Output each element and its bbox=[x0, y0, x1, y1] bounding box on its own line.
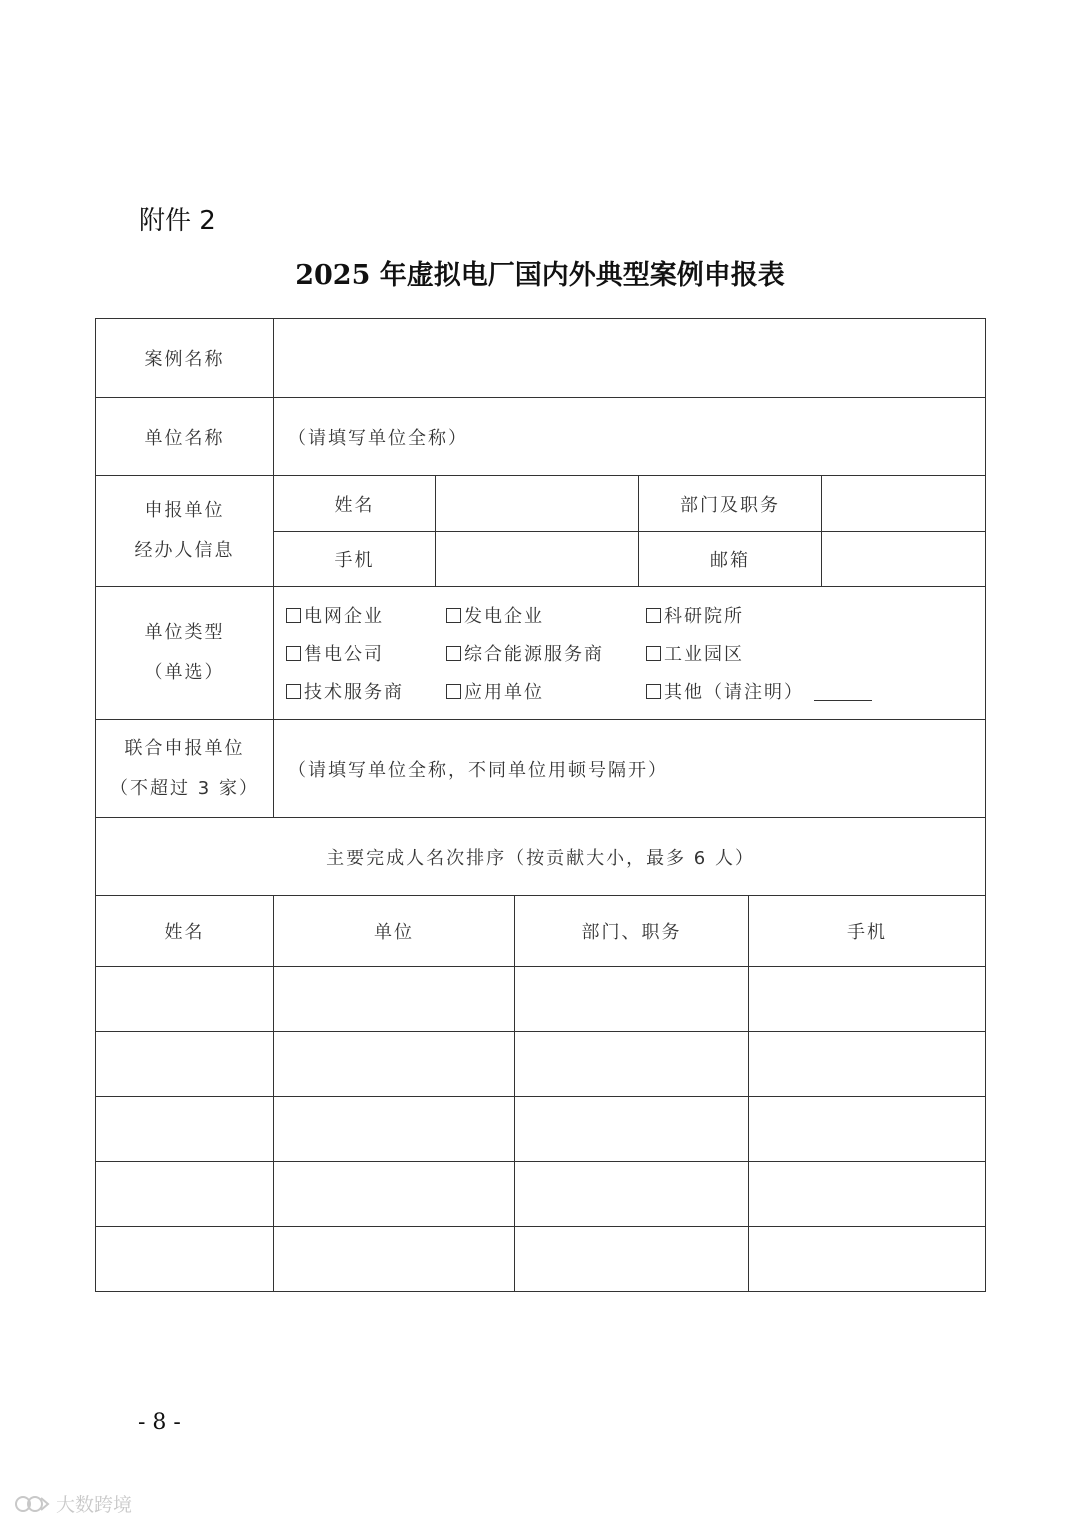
checkbox-icon bbox=[446, 608, 461, 623]
contact-label-line2: 经办人信息 bbox=[134, 540, 235, 561]
option-grid-company[interactable] bbox=[286, 602, 446, 628]
option-label: 科研院所 bbox=[664, 606, 744, 627]
attachment-label: 附件 2 bbox=[139, 206, 216, 236]
member-phone-cell[interactable] bbox=[749, 1162, 986, 1227]
checkbox-icon bbox=[646, 684, 661, 699]
members-header-dept: 部门、职务 bbox=[515, 896, 749, 967]
unit-name-field[interactable] bbox=[274, 398, 986, 476]
watermark-text: 大数跨境 bbox=[56, 1494, 133, 1516]
joint-placeholder: （请填写单位全称，不同单位用顿号隔开） bbox=[288, 759, 668, 781]
member-dept-cell[interactable] bbox=[515, 1097, 749, 1162]
option-tech-service[interactable] bbox=[286, 678, 446, 704]
member-phone-cell[interactable] bbox=[749, 1227, 986, 1292]
member-name-cell[interactable] bbox=[96, 967, 274, 1032]
contact-phone-label: 手机 bbox=[274, 532, 436, 587]
option-label: 其他（请注明） bbox=[664, 682, 804, 703]
table-row bbox=[96, 1097, 986, 1162]
member-unit-cell[interactable] bbox=[274, 1227, 515, 1292]
case-name-field[interactable] bbox=[274, 319, 986, 398]
option-power-generation[interactable] bbox=[446, 602, 646, 628]
unit-type-label bbox=[96, 587, 274, 720]
option-label: 发电企业 bbox=[464, 606, 544, 627]
contact-label bbox=[96, 476, 274, 587]
member-unit-cell[interactable] bbox=[274, 1032, 515, 1097]
contact-name-label: 姓名 bbox=[274, 476, 436, 532]
member-name-cell[interactable] bbox=[96, 1097, 274, 1162]
contact-name-field[interactable] bbox=[436, 476, 639, 532]
checkbox-icon bbox=[286, 646, 301, 661]
member-dept-cell[interactable] bbox=[515, 1227, 749, 1292]
member-phone-cell[interactable] bbox=[749, 1032, 986, 1097]
option-label: 技术服务商 bbox=[304, 682, 404, 703]
unit-type-label-line2: （单选） bbox=[144, 662, 225, 683]
table-row bbox=[96, 967, 986, 1032]
option-electricity-retailer[interactable] bbox=[286, 640, 446, 666]
contact-email-field[interactable] bbox=[822, 532, 986, 587]
unit-name-label: 单位名称 bbox=[96, 398, 274, 476]
contact-dept-label: 部门及职务 bbox=[639, 476, 822, 532]
joint-label-line1: 联合申报单位 bbox=[124, 737, 245, 759]
member-dept-cell[interactable] bbox=[515, 1032, 749, 1097]
unit-type-options bbox=[274, 587, 986, 720]
member-name-cell[interactable] bbox=[96, 1227, 274, 1292]
watermark-logo-icon bbox=[14, 1492, 50, 1516]
checkbox-icon bbox=[446, 684, 461, 699]
member-name-cell[interactable] bbox=[96, 1032, 274, 1097]
option-label: 工业园区 bbox=[664, 644, 744, 665]
contact-email-label: 邮箱 bbox=[639, 532, 822, 587]
watermark bbox=[14, 1490, 132, 1517]
checkbox-icon bbox=[646, 608, 661, 623]
members-header-unit: 单位 bbox=[274, 896, 515, 967]
joint-label bbox=[96, 720, 274, 818]
option-application-unit[interactable] bbox=[446, 678, 646, 704]
contact-phone-field[interactable] bbox=[436, 532, 639, 587]
application-form bbox=[95, 318, 986, 1292]
option-label: 售电公司 bbox=[304, 644, 384, 665]
option-industrial-park[interactable] bbox=[646, 640, 866, 666]
joint-field[interactable] bbox=[274, 720, 986, 818]
option-other[interactable] bbox=[646, 678, 866, 704]
table-row bbox=[96, 1032, 986, 1097]
checkbox-icon bbox=[446, 646, 461, 661]
member-name-cell[interactable] bbox=[96, 1162, 274, 1227]
member-unit-cell[interactable] bbox=[274, 1162, 515, 1227]
case-name-label: 案例名称 bbox=[96, 319, 274, 398]
members-header-phone: 手机 bbox=[749, 896, 986, 967]
table-row bbox=[96, 1162, 986, 1227]
checkbox-icon bbox=[286, 684, 301, 699]
member-dept-cell[interactable] bbox=[515, 1162, 749, 1227]
page-number: - 8 - bbox=[138, 1410, 181, 1435]
checkbox-icon bbox=[646, 646, 661, 661]
option-label: 综合能源服务商 bbox=[464, 644, 604, 665]
checkbox-icon bbox=[286, 608, 301, 623]
table-row bbox=[96, 1227, 986, 1292]
contact-label-line1: 申报单位 bbox=[144, 500, 225, 521]
members-section-title: 主要完成人名次排序（按贡献大小，最多 6 人） bbox=[96, 818, 986, 896]
form-title: 2025 年虚拟电厂国内外典型案例申报表 bbox=[295, 260, 785, 291]
member-unit-cell[interactable] bbox=[274, 1097, 515, 1162]
option-integrated-energy[interactable] bbox=[446, 640, 646, 666]
joint-label-line2: （不超过 3 家） bbox=[110, 777, 259, 799]
member-unit-cell[interactable] bbox=[274, 967, 515, 1032]
members-header-name: 姓名 bbox=[96, 896, 274, 967]
contact-dept-field[interactable] bbox=[822, 476, 986, 532]
member-phone-cell[interactable] bbox=[749, 1097, 986, 1162]
option-label: 电网企业 bbox=[304, 606, 384, 627]
unit-name-placeholder: （请填写单位全称） bbox=[288, 427, 468, 449]
option-label: 应用单位 bbox=[464, 682, 544, 703]
member-dept-cell[interactable] bbox=[515, 967, 749, 1032]
option-research-institute[interactable] bbox=[646, 602, 866, 628]
member-phone-cell[interactable] bbox=[749, 967, 986, 1032]
unit-type-label-line1: 单位类型 bbox=[144, 622, 225, 643]
other-blank-line[interactable] bbox=[814, 700, 872, 701]
